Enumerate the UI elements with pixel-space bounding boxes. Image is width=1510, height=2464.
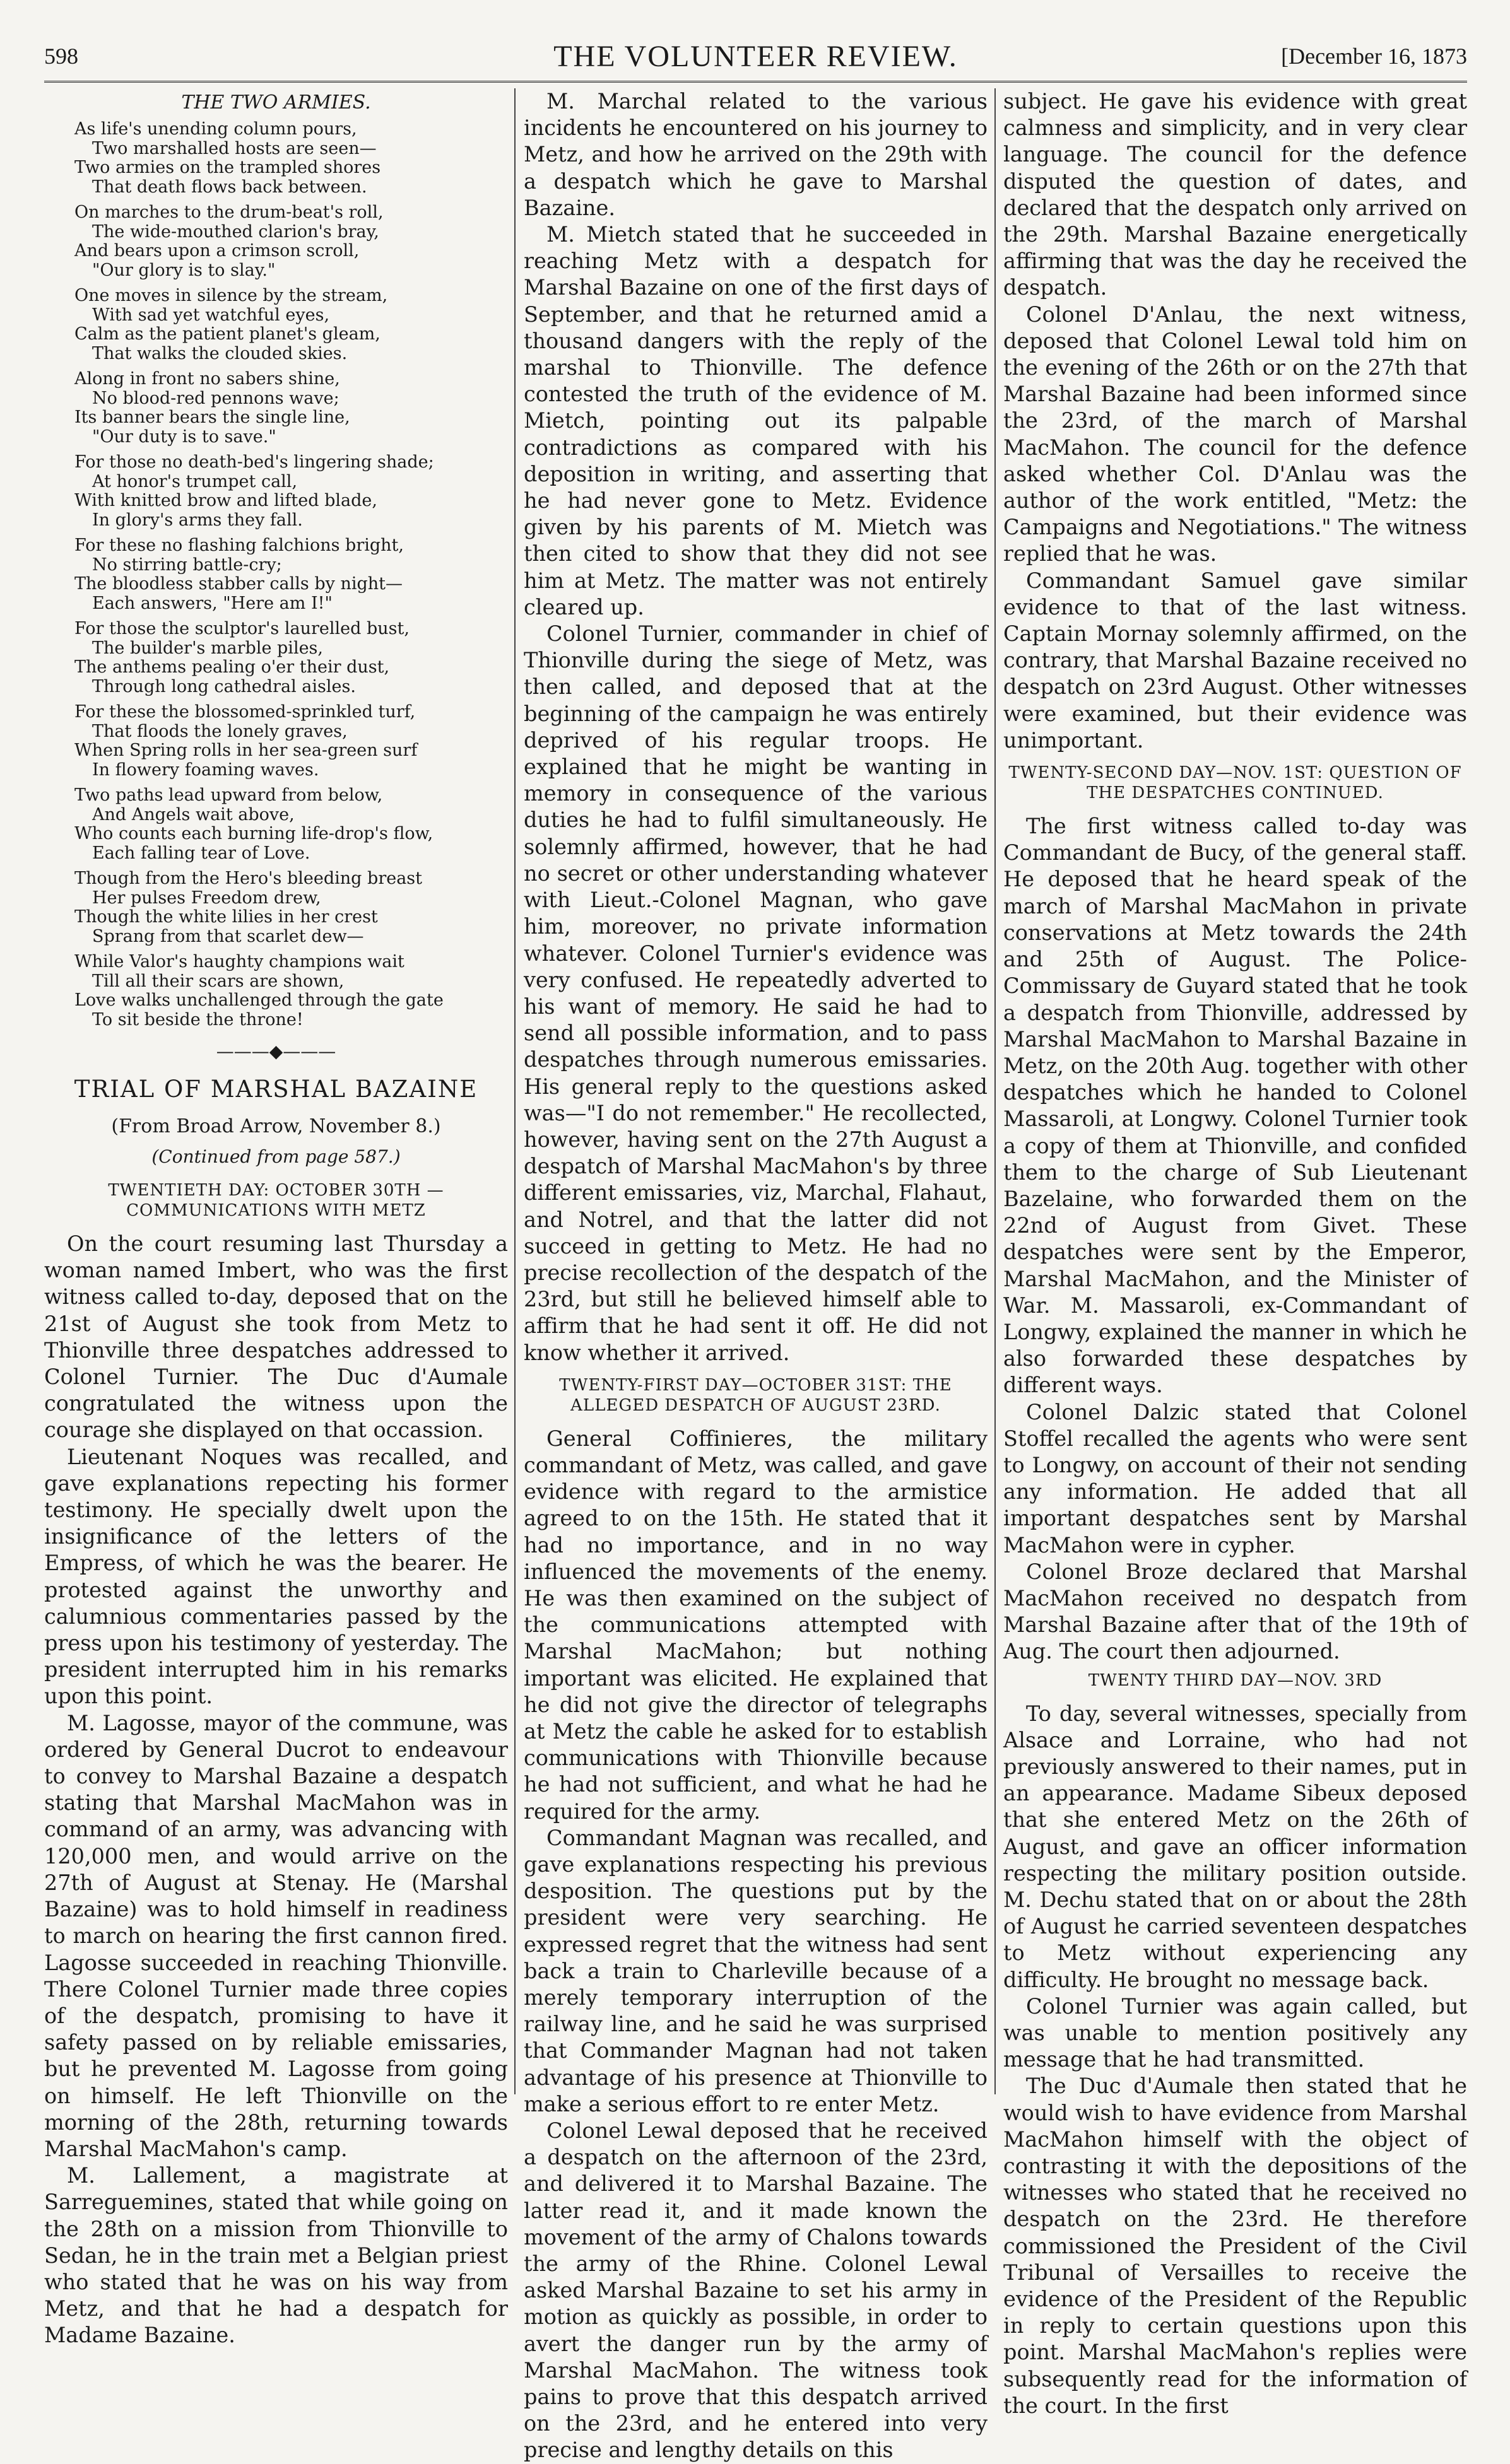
- poem-line: Through long cathedral aisles.: [92, 676, 356, 696]
- article-body: [44, 1231, 508, 2349]
- poem-line: While Valor's haughty champions wait: [74, 952, 404, 972]
- paragraph: Colonel Broze declared that Marshal MacMahon received no despatch from Marshal Bazaine after that of the 19th of Aug. The court then adjourned.: [1003, 1559, 1467, 1664]
- continued-note: (Continued from page 587.): [151, 1146, 401, 1167]
- poem-line: On marches to the drum-beat's roll,: [74, 202, 384, 223]
- poem-line: For those no death-bed's lingering shade;: [74, 452, 434, 472]
- column-2: [524, 88, 988, 2463]
- poem-line: Two paths lead upward from below,: [74, 785, 383, 806]
- masthead-rule: [44, 81, 1467, 83]
- poem-line: "Our glory is to slay.": [92, 260, 276, 280]
- poem-line: "Our duty is to save.": [92, 426, 276, 447]
- poem-line: At honor's trumpet call,: [92, 471, 298, 491]
- poem-line: Though the white lilies in her crest: [74, 907, 378, 927]
- poem-line: The wide-mouthed clarion's bray,: [92, 221, 379, 242]
- section-heading: TWENTY-SECOND DAY—NOV. 1ST: QUESTION OF THE DESPATCHES CONTINUED.: [1008, 763, 1462, 803]
- paragraph: Colonel Dalzic stated that Colonel Stoffel recalled the agents who were sent to Longwy, on account of their not sending any information. He added that all important despatches sent by Marshal MacMahon were in cypher.: [1003, 1399, 1467, 1558]
- poem-line: As life's unending column pours,: [74, 119, 357, 139]
- poem-line: With sad yet watchful eyes,: [92, 305, 330, 325]
- poem-line: Though from the Hero's bleeding breast: [74, 869, 423, 889]
- paragraph: subject. He gave his evidence with great calmness and simplicity, and in very clear language. The council for the defence disputed the question of dates, and declared that the despatch only arrived on the 29th. Marshal Bazaine energetically affirming that was the day he received the despatch.: [1003, 89, 1467, 300]
- poem-line: Along in front no sabers shine,: [74, 369, 340, 389]
- column-1: [44, 88, 508, 2348]
- poem-line: No stirring battle-cry;: [92, 554, 282, 575]
- section-heading: TWENTY THIRD DAY—NOV. 3RD: [1088, 1670, 1383, 1690]
- paragraph: M. Marchal related to the various incidents he encountered on his journey to Metz, and how he arrived on the 29th with a despatch which he gave to Marshal Bazaine.: [524, 89, 988, 220]
- poem-line: The bloodless stabber calls by night—: [74, 574, 403, 594]
- paragraph: M. Lallement, a magistrate at Sarreguemines, stated that while going on the 28th on a mission from Thionville to Sedan, he in the train met a Belgian priest who stated that he was on his way from Metz, and that he had a despatch for Madame Bazaine.: [44, 2163, 508, 2348]
- poem-line: And bears upon a crimson scroll,: [74, 241, 360, 261]
- poem-stanza: [74, 703, 508, 780]
- poem-line: For these no flashing falchions bright,: [74, 536, 404, 556]
- poem: [44, 120, 508, 1030]
- poem-line: That walks the clouded skies.: [92, 343, 348, 363]
- poem-line: In flowery foaming waves.: [92, 760, 319, 780]
- poem-stanza: [74, 619, 508, 696]
- article-source: (From Broad Arrow, November 8.): [111, 1115, 441, 1137]
- paragraph: Commandant Samuel gave similar evidence to that of the last witness. Captain Mornay solemnly affirmed, on the contrary, that Marshal Bazaine received no despatch on 23rd August. Other witnesses were examined, but their evidence was unimportant.: [1003, 568, 1467, 753]
- poem-stanza: [74, 120, 508, 197]
- poem-line: Calm as the patient planet's gleam,: [74, 324, 380, 344]
- poem-line: And Angels wait above,: [92, 804, 295, 824]
- poem-line: That floods the lonely graves,: [92, 721, 348, 741]
- paragraph: Commandant Magnan was recalled, and gave explanations respecting his previous desposition. The questions put by the president were very searching. He expressed regret that the witness had sent back a train to Charleville because of a merely temporary interruption of the railway line, and he said he was surprised that Commander Magnan had not taken advantage of his presence at Thionville to make a serious effort to re enter Metz.: [524, 1825, 988, 2116]
- poem-line: Each answers, "Here am I!": [92, 593, 333, 613]
- poem-line: For these the blossomed-sprinkled turf,: [74, 702, 416, 722]
- poem-line: To sit beside the throne!: [92, 1009, 304, 1030]
- poem-line: Love walks unchallenged through the gate: [74, 990, 444, 1011]
- issue-date: [December 16, 1873: [1281, 44, 1467, 69]
- page-number: 598: [44, 44, 78, 69]
- masthead: [44, 39, 1467, 77]
- paragraph: The first witness called to-day was Commandant de Bucy, of the general staff. He deposed that he heard speak of the march of Marshal MacMahon in private conservations at Metz towards the 24th and 25th of August. The Police-Commissary de Guyard stated that he took a despatch from Thionville, addressed by Marshal MacMahon to Marshal Bazaine in Metz, on the 20th Aug. together with other despatches which he handed to Colonel Massaroli, at Longwy. Colonel Turnier took a copy of them at Thionville, and confided them to the charge of Sub Lieutenant Bazelaine, who forwarded them on the 22nd of August from Givet. These despatches were sent by the Emperor, Marshal MacMahon, and the Minister of War. M. Massaroli, ex-Commandant of Longwy, explained the manner in which he also forwarded these despatches by different ways.: [1003, 814, 1467, 1398]
- section-heading: TWENTIETH DAY: OCTOBER 30TH —COMMUNICATIONS WITH METZ: [108, 1181, 444, 1221]
- poem-line: Two armies on the trampled shores: [74, 158, 381, 178]
- paragraph: M. Lagosse, mayor of the commune, was ordered by General Ducrot to endeavour to convey to Marshal Bazaine a despatch stating that Marshal MacMahon was in command of an army, was advancing with 120,000 men, and would arrive on the 27th of August at Stenay. He (Marshal Bazaine) was to hold himself in readiness to march on hearing the first cannon fired. Lagosse succeeded in reaching Thionville. There Colonel Turnier made three copies of the despatch, promising to have it safety passed on by reliable emissaries, but he prevented M. Lagosse from going on himself. He left Thionville on the morning of the 28th, returning towards Marshal MacMahon's camp.: [44, 1710, 508, 2161]
- poem-line: Sprang from that scarlet dew—: [92, 926, 364, 946]
- poem-line: When Spring rolls in her sea-green surf: [74, 741, 418, 761]
- poem-line: No blood-red pennons wave;: [92, 388, 339, 408]
- paragraph: The Duc d'Aumale then stated that he would wish to have evidence from Marshal MacMahon himself with the object of contrasting it with the depositions of the witnesses who stated that he received no despatch on the 23rd. He therefore commissioned the President of the Civil Tribunal of Versailles to receive the evidence of the President of the Republic in reply to certain questions upon this point. Marshal MacMahon's replies were subsequently read for the information of the court. In the first: [1003, 2074, 1467, 2418]
- poem-line: Her pulses Freedom drew,: [92, 888, 321, 908]
- poem-stanza: [74, 869, 508, 946]
- poem-line: In glory's arms they fall.: [92, 510, 303, 530]
- poem-line: Its banner bears the single line,: [74, 408, 350, 428]
- ornament-divider: ———◆———: [216, 1041, 336, 1062]
- column-rule: [994, 88, 996, 2094]
- section-heading: TWENTY-FIRST DAY—OCTOBER 31ST: THE ALLEGED DESPATCH OF AUGUST 23RD.: [559, 1375, 952, 1415]
- poem-title: THE TWO ARMIES.: [181, 91, 371, 114]
- paragraph: On the court resuming last Thursday a woman named Imbert, who was the first witness called to-day, deposed that on the 21st of August she took from Metz to Thionville three despatches addressed to Colonel Turnier. The Duc d'Aumale congratulated the witness upon the courage she displayed on that occassion.: [44, 1231, 508, 1443]
- poem-line: The builder's marble piles,: [92, 638, 323, 658]
- paragraph: To day, several witnesses, specially from Alsace and Lorraine, who had not previously answered to their names, put in an appearance. Madame Sibeux deposed that she entered Metz on the 26th of August, and gave an officer information respecting the military position outside. M. Dechu stated that on or about the 28th of August he carried seventeen despatches to Metz without experiencing any difficulty. He brought no message back.: [1003, 1701, 1467, 1992]
- poem-stanza: [74, 286, 508, 363]
- poem-stanza: [74, 786, 508, 863]
- article-title: TRIAL OF MARSHAL BAZAINE: [74, 1076, 478, 1103]
- poem-line: Two marshalled hosts are seen—: [92, 138, 377, 158]
- poem-line: With knitted brow and lifted blade,: [74, 491, 377, 511]
- paragraph: Colonel Turnier was again called, but was unable to mention positively any message that he had transmitted.: [1003, 1993, 1467, 2072]
- poem-stanza: [74, 370, 508, 447]
- poem-line: For those the sculptor's laurelled bust,: [74, 619, 410, 639]
- paragraph: Colonel Turnier, commander in chief of Thionville during the siege of Metz, was then called, and deposed that at the beginning of the campaign he was entirely deprived of his regular troops. He explained that he might be wanting in memory in consequence of the various duties he had to fulfil simultaneously. He solemnly affirmed, however, that he had no secret or other understanding whatever with Lieut.-Colonel Magnan, who gave him, moreover, no private information whatever. Colonel Turnier's evidence was very confused. He repeatedly adverted to his want of memory. He said he had to send all possible information, and to pass despatches through numerous emissaries. His general reply to the questions asked was—"I do not remember." He recollected, however, having sent on the 27th August a despatch of Marshal MacMahon's by three different emissaries, viz, Marchal, Flahaut, and Notrel, and that the latter did not succeed in getting to Metz. He had no precise recollection of the despatch of the 23rd, but still he believed himself able to affirm that he had sent it off. He did not know whether it arrived.: [524, 621, 988, 1365]
- poem-line: That death flows back between.: [92, 177, 367, 197]
- paragraph: Colonel D'Anlau, the next witness, deposed that Colonel Lewal told him on the evening of the 26th or on the 27th that Marshal Bazaine had been informed since the 23rd, of the march of Marshal MacMahon. The council for the defence asked whether Col. D'Anlau was the author of the work entitled, "Metz: the Campaigns and Negotiations." The witness replied that he was.: [1003, 302, 1467, 566]
- column-rule: [514, 88, 516, 2094]
- poem-stanza: [74, 453, 508, 530]
- column-3: [1003, 88, 1467, 2418]
- poem-stanza: [74, 536, 508, 613]
- poem-line: Till all their scars are shown,: [92, 971, 345, 991]
- paragraph: M. Mietch stated that he succeeded in reaching Metz with a despatch for Marshal Bazaine on one of the first days of September, and that he returned amid a thousand dangers with the reply of the marshal to Thionville. The defence contested the truth of the evidence of M. Mietch, pointing out its palpable contradictions as compared with his deposition in writing, and asserting that he had never gone to Metz. Evidence given by his parents of M. Mietch was then cited to show that they did not see him at Metz. The matter was not entirely cleared up.: [524, 222, 988, 619]
- poem-stanza: [74, 203, 508, 280]
- poem-line: Who counts each burning life-drop's flow,: [74, 824, 434, 844]
- poem-line: Each falling tear of Love.: [92, 843, 310, 863]
- poem-line: One moves in silence by the stream,: [74, 286, 388, 306]
- poem-stanza: [74, 953, 508, 1030]
- publication-title: THE VOLUNTEER REVIEW.: [553, 40, 958, 73]
- paragraph: Lieutenant Noques was recalled, and gave explanations repecting his former testimony. He specially dwelt upon the insignificance of the letters of the Empress, of which he was the bearer. He protested against the unworthy and calumnious commentaries passed by the press upon his testimony of yesterday. The president interrupted him in his remarks upon this point.: [44, 1444, 508, 1709]
- paragraph: Colonel Lewal deposed that he received a despatch on the afternoon of the 23rd, and delivered it to Marshal Bazaine. The latter read it, and it made known the movement of the army of Chalons towards the army of the Rhine. Colonel Lewal asked Marshal Bazaine to set his army in motion as quickly as possible, in order to avert the danger run by the army of Marshal MacMahon. The witness took pains to prove that this despatch arrived on the 23rd, and he entered into very precise and lengthy details on this: [524, 2118, 988, 2463]
- poem-line: The anthems pealing o'er their dust,: [74, 657, 390, 678]
- paragraph: General Coffinieres, the military commandant of Metz, was called, and gave evidence with regard to the armistice agreed to on the 15th. He stated that it had no importance, and in no way influenced the movements of the enemy. He was then examined on the subject of the communications attempted with Marshal MacMahon; but nothing important was elicited. He explained that he did not give the director of telegraphs at Metz the cable he asked for to establish communications with Thionville because he had not sufficient, and what he had he required for the army.: [524, 1426, 988, 1824]
